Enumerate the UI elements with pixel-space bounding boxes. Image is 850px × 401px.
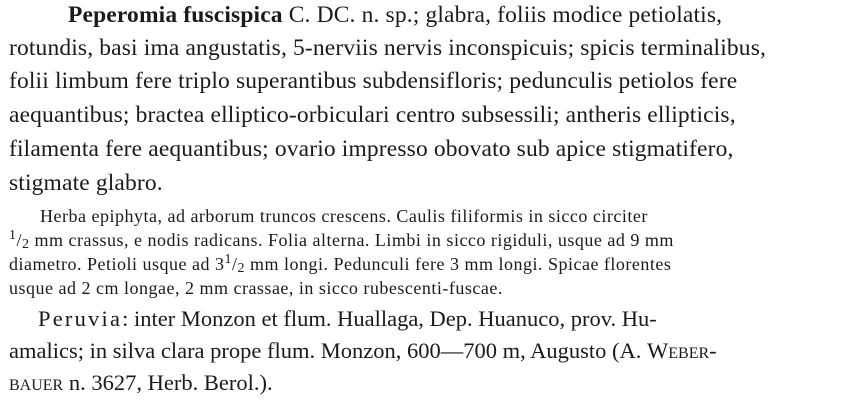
description-line-2: $^1$/2 mm crassus, e nodis radicans. Folia alterna. Limbi in sicco rigiduli, usque ad 9 mm [9, 228, 674, 252]
fraction-numerator: 1 [9, 228, 17, 243]
description-line-3: diametro. Petioli usque ad $3^1/2$ mm longi. Pedunculi fere 3 mm longi. Spicae florentes [9, 252, 672, 276]
diagnosis-line-4: aequantibus; bractea elliptico-orbiculari centro subsessili; antheris ellipticis, [9, 102, 736, 128]
collector-name: Weber- [647, 338, 717, 363]
description-line-4: usque ad 2 cm longae, 2 mm crassae, in sicco rubescenti-fuscae. [9, 278, 503, 298]
diagnosis-author: C. DC. n. sp.; glabra, foliis modice petiolatis, [282, 2, 723, 28]
locality-line-2: amalics; in silva clara prope flum. Monzon, 600—700 m, Augusto (A. Weber- [9, 338, 717, 363]
diagnosis-line-6: stigmate glabro. [9, 170, 163, 196]
country-name: Peruvia [38, 306, 123, 331]
diagnosis-line-5: filamenta fere aequantibus; ovario impresso obovato sub apice stigmatifero, [9, 136, 734, 162]
diagnosis-line-2: rotundis, basi ima angustatis, 5-nerviis nervis inconspicuis; spicis terminalibus, [9, 35, 767, 61]
collector-name-continued: bauer [9, 370, 64, 395]
species-name: Peperomia fuscispica [68, 2, 283, 28]
diagnosis-line-1 [68, 2, 722, 29]
locality-line-1: Peruvia: inter Monzon et flum. Huallaga, Dep. Huanuco, prov. Hu- [38, 306, 657, 331]
fraction-denominator: 2 [22, 237, 30, 252]
locality-line-3: bauer n. 3627, Herb. Berol.). [9, 370, 273, 395]
diagnosis-line-3: folii limbum fere triplo superantibus subdensifloris; pedunculis petiolos fere [9, 68, 738, 94]
description-line-1: Herba epiphyta, ad arborum truncos crescens. Caulis filiformis in sicco circiter [40, 206, 648, 226]
